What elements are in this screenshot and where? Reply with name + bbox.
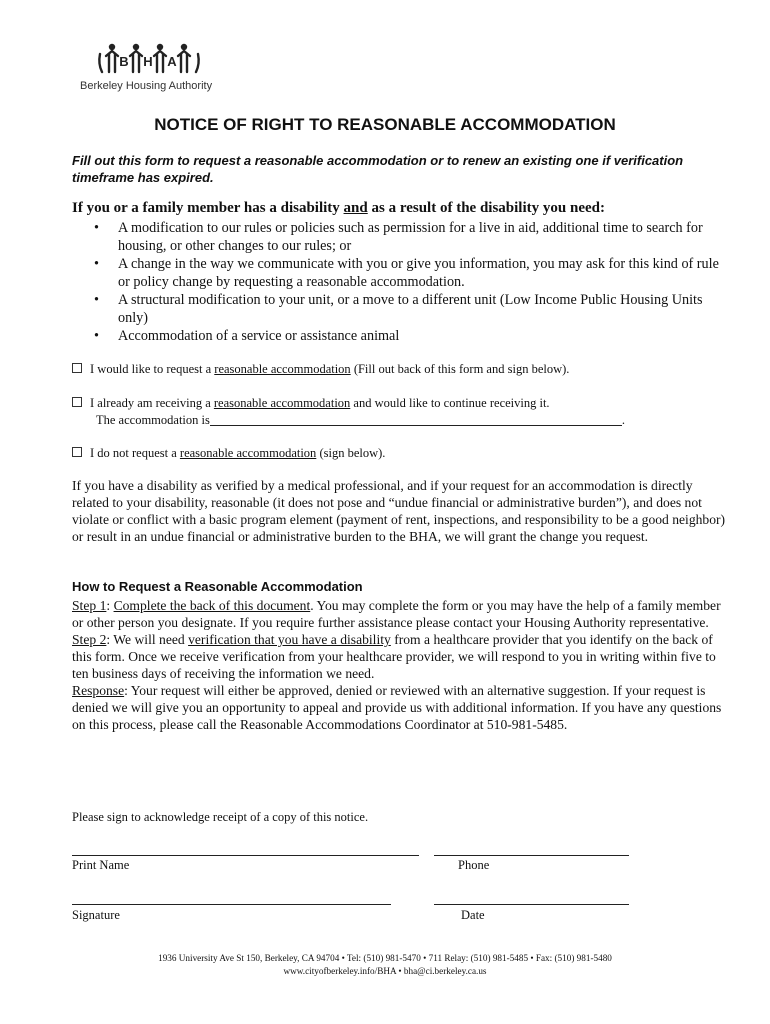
bullet-icon: • bbox=[94, 220, 99, 236]
step-2-label: Step 2 bbox=[72, 632, 107, 647]
intro-instructions: Fill out this form to request a reasonable accommodation or to renew an existing one if verification timeframe has expired. bbox=[72, 153, 684, 185]
footer-address: 1936 University Ave St 150, Berkeley, CA 94704 • Tel: (510) 981-5470 • 711 Relay: (510) 981-5485 • Fax: (510) 981-5480 bbox=[158, 953, 612, 963]
step-1-label: Step 1 bbox=[72, 598, 107, 613]
request-checkbox[interactable] bbox=[72, 363, 82, 373]
option-continue-before: I already am receiving a bbox=[90, 396, 214, 410]
list-item-text: A change in the way we communicate with you or give you information, you may ask for this kind of rule or policy change by requesting a reasonable accommodation. bbox=[118, 256, 719, 290]
response-text: : Your request will either be approved, denied or reviewed with an alternative suggestion. If your request is denied we will give you an opportunity to appeal and provide us with additional information. If you have any questions on this process, please call the Reasonable Accommodations Coordinator at 510-981-5485. bbox=[72, 683, 722, 732]
accommodation-is-label: The accommodation is bbox=[96, 413, 210, 427]
bullet-icon: • bbox=[94, 256, 99, 272]
accommodation-is-input[interactable] bbox=[210, 413, 622, 426]
signature-line[interactable] bbox=[72, 904, 391, 905]
needs-lead bbox=[72, 200, 605, 217]
footer-contact bbox=[0, 952, 770, 978]
howto-body bbox=[72, 597, 732, 733]
option-continue-after: and would like to continue receiving it. bbox=[350, 396, 550, 410]
print-name-label: Print Name bbox=[72, 858, 130, 872]
org-name: Berkeley Housing Authority bbox=[80, 80, 213, 92]
list-item bbox=[94, 219, 734, 255]
print-name-line[interactable] bbox=[72, 855, 419, 856]
option-decline-link: reasonable accommodation bbox=[179, 446, 317, 460]
list-item-text: Accommodation of a service or assistance animal bbox=[118, 328, 400, 344]
phone-label: Phone bbox=[458, 858, 490, 872]
footer-web: www.cityofberkeley.info/BHA • bha@ci.berkeley.ca.us bbox=[283, 966, 487, 976]
needs-lead-before: If you or a family member has a disability bbox=[72, 200, 344, 216]
option-decline-after: (sign below). bbox=[316, 446, 386, 460]
option-continue bbox=[72, 396, 550, 411]
bha-logo bbox=[80, 40, 280, 98]
page-title: NOTICE OF RIGHT TO REASONABLE ACCOMMODATION bbox=[154, 115, 616, 134]
response bbox=[72, 682, 732, 733]
step-2-link: verification that you have a disability bbox=[188, 632, 391, 647]
needs-list bbox=[94, 219, 734, 345]
bha-logo-mark bbox=[80, 40, 220, 80]
option-decline bbox=[72, 446, 385, 461]
needs-lead-after: as a result of the disability you need: bbox=[367, 200, 605, 216]
continue-checkbox[interactable] bbox=[72, 397, 82, 407]
step-2 bbox=[72, 631, 732, 682]
step-2-before: : We will need bbox=[106, 632, 189, 647]
step-2-text: from a healthcare provider that you identify on the back of this form. Once we receive verification from your healthcare provider, we will respond to you in writing within five to ten business days of receiving the information we need. bbox=[72, 632, 716, 681]
list-item-text: A structural modification to your unit, or a move to a different unit (Low Income Public Housing Units only) bbox=[118, 292, 703, 326]
date-line[interactable] bbox=[434, 904, 629, 905]
list-item bbox=[94, 327, 734, 345]
signature-label: Signature bbox=[72, 908, 120, 922]
decline-checkbox[interactable] bbox=[72, 447, 82, 457]
step-1-link: Complete the back of this document bbox=[113, 598, 311, 613]
logo-letter-h: H bbox=[143, 54, 153, 69]
option-request-after: (Fill out back of this form and sign below). bbox=[350, 362, 570, 376]
list-item bbox=[94, 255, 734, 291]
accommodation-is-field bbox=[96, 413, 625, 428]
logo-letter-b: B bbox=[119, 54, 129, 69]
needs-lead-emphasis: and bbox=[343, 200, 368, 216]
step-1: Step 1: Complete the back of this document. You may complete the form or you may have the help of a family member or other person you designate. If you require further assistance please contact your Housing Authority representative. bbox=[72, 598, 721, 630]
response-label: Response bbox=[72, 683, 125, 698]
list-item-text: A modification to our rules or policies such as permission for a live in aid, additional time to search for housing, or other changes to our rules; or bbox=[118, 220, 703, 254]
date-label: Date bbox=[461, 908, 485, 922]
option-request bbox=[72, 362, 569, 377]
accommodation-is-end: . bbox=[621, 413, 625, 427]
howto-heading: How to Request a Reasonable Accommodation bbox=[72, 579, 363, 594]
logo-letter-a: A bbox=[167, 54, 177, 69]
grant-paragraph: If you have a disability as verified by a medical professional, and if your request for an accommodation is directly related to your disability, reasonable (it does not pose and “undue financial or administrative burden”), and does not violate or conflict with a basic program element (payment of rent, inspections, and responsibility to be a good neighbor) or result in an undue financial or administrative burden to the BHA, we will grant the change you request. bbox=[72, 478, 726, 544]
bullet-icon: • bbox=[94, 292, 99, 308]
option-request-link: reasonable accommodation bbox=[214, 362, 351, 376]
option-decline-before: I do not request a bbox=[90, 446, 180, 460]
step-1-text: . You may complete the form or you may have the help of a family member or other person you designate. If you require further assistance please contact your Housing Authority representative. bbox=[72, 598, 721, 630]
option-continue-link: reasonable accommodation bbox=[213, 396, 351, 410]
option-request-before: I would like to request a bbox=[90, 362, 215, 376]
bullet-icon: • bbox=[94, 328, 99, 344]
acknowledge-text: Please sign to acknowledge receipt of a copy of this notice. bbox=[72, 810, 369, 824]
phone-line[interactable] bbox=[434, 855, 629, 856]
list-item bbox=[94, 291, 734, 327]
